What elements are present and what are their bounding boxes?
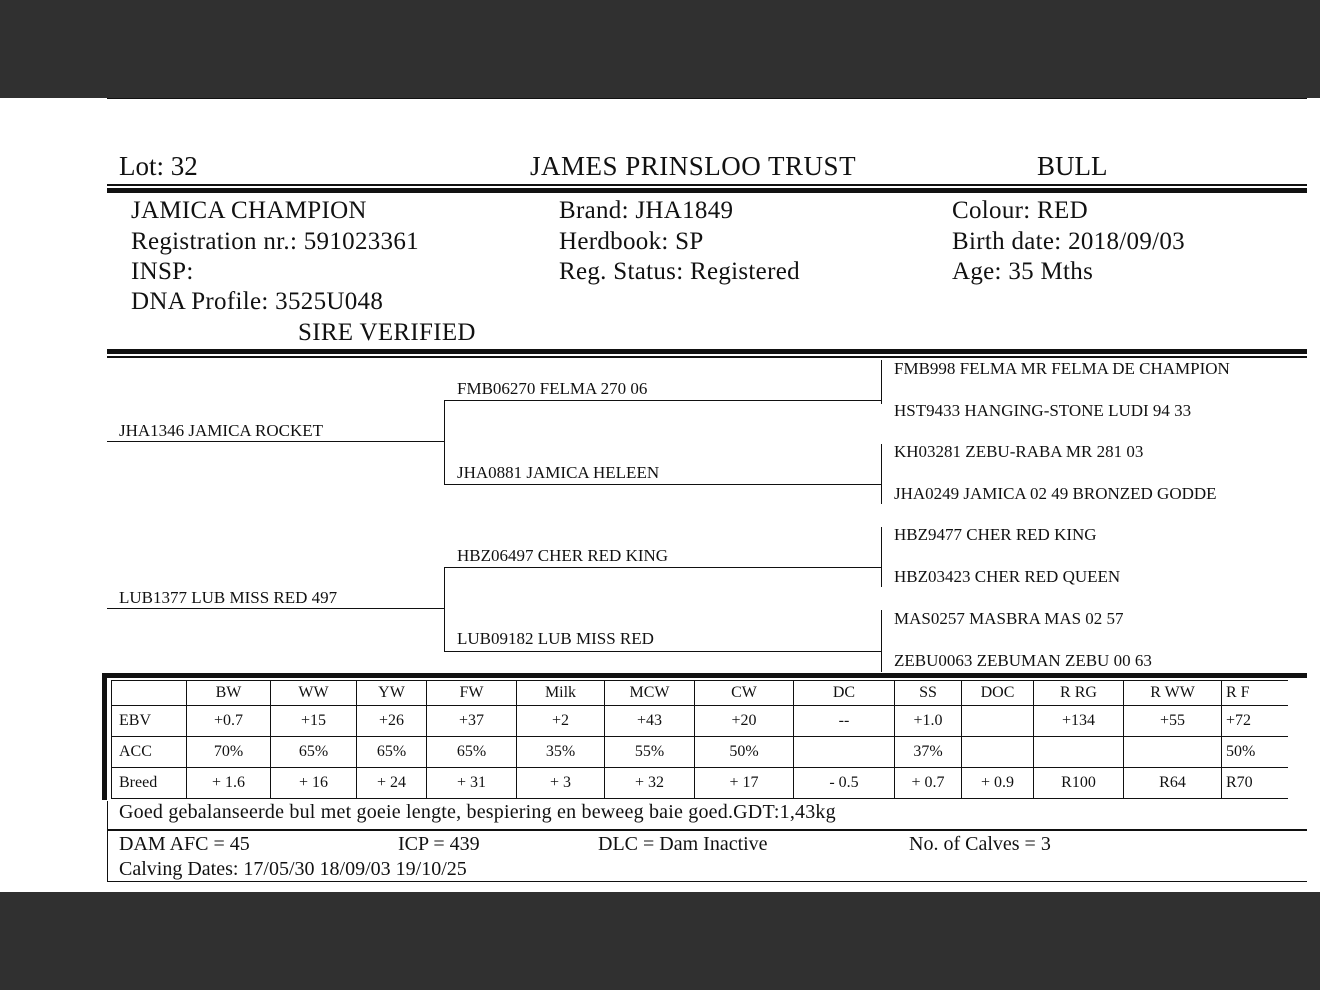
dam-sire-line	[444, 567, 882, 568]
icp: ICP = 439	[398, 833, 480, 855]
ggp-bracket-4	[881, 610, 882, 672]
animal-name: JAMICA CHAMPION	[131, 197, 367, 224]
dam-name: LUB1377 LUB MISS RED 497	[119, 588, 338, 607]
ebv-cell: +26	[357, 706, 427, 737]
ebv-header-cell: BW	[187, 681, 271, 706]
ebv-cell: ACC	[112, 737, 187, 768]
ebv-cell: +1.0	[895, 706, 962, 737]
ebv-header-cell: R RG	[1034, 681, 1124, 706]
ebv-cell: R100	[1034, 768, 1124, 799]
ebv-cell: +43	[605, 706, 695, 737]
ebv-cell: R70	[1222, 768, 1288, 799]
ebv-cell: 65%	[357, 737, 427, 768]
ebv-cell: + 17	[695, 768, 794, 799]
ebv-row	[112, 768, 1288, 799]
comment-rule	[107, 829, 1307, 831]
ggp-1: FMB998 FELMA MR FELMA DE CHAMPION	[894, 359, 1230, 378]
ebv-cell: + 0.9	[962, 768, 1034, 799]
top-rule	[107, 98, 1307, 99]
ebv-cell: +2	[517, 706, 605, 737]
ggp-8: ZEBU0063 ZEBUMAN ZEBU 00 63	[894, 651, 1152, 670]
ebv-cell	[1034, 737, 1124, 768]
ebv-header-cell: R WW	[1124, 681, 1222, 706]
sale-catalogue-page	[0, 98, 1320, 892]
top-dark-band	[0, 0, 1320, 98]
ggp-5: HBZ9477 CHER RED KING	[894, 525, 1097, 544]
ggp-7: MAS0257 MASBRA MAS 02 57	[894, 609, 1124, 628]
ebv-cell: R64	[1124, 768, 1222, 799]
ggp-bracket-1	[881, 360, 882, 404]
sire-verified: SIRE VERIFIED	[298, 319, 476, 346]
ebv-cell: +134	[1034, 706, 1124, 737]
sire-line	[107, 441, 445, 442]
sire-dam-line	[444, 484, 882, 485]
age: Age: 35 Mths	[952, 258, 1094, 285]
birth-date: Birth date: 2018/09/03	[952, 228, 1185, 255]
ggp-2: HST9433 HANGING-STONE LUDI 94 33	[894, 401, 1192, 420]
ebv-row	[112, 737, 1288, 768]
ebv-header-cell: R F	[1222, 681, 1288, 706]
number-of-calves: No. of Calves = 3	[909, 833, 1051, 855]
table-left-rule	[102, 673, 107, 800]
ggp-bracket-3	[881, 527, 882, 587]
sire-sire-line	[444, 400, 882, 401]
calving-dates: Calving Dates: 17/05/30 18/09/03 19/10/25	[119, 858, 467, 880]
ebv-cell	[794, 737, 895, 768]
ebv-cell: + 32	[605, 768, 695, 799]
brand: Brand: JHA1849	[559, 197, 734, 224]
ebv-cell: +20	[695, 706, 794, 737]
ebv-cell: 55%	[605, 737, 695, 768]
ebv-header-cell: Milk	[517, 681, 605, 706]
ebv-cell	[962, 706, 1034, 737]
ebv-header-cell: DOC	[962, 681, 1034, 706]
ebv-cell: + 24	[357, 768, 427, 799]
details-rule-thin	[107, 356, 1307, 358]
ebv-cell: 50%	[1222, 737, 1288, 768]
ebv-header-cell: CW	[695, 681, 794, 706]
dam-afc: DAM AFC = 45	[119, 833, 250, 855]
ebv-header-cell: DC	[794, 681, 895, 706]
header-rule-thick	[107, 188, 1307, 193]
header-rule-thin	[107, 184, 1307, 186]
table-top-rule	[102, 673, 1307, 678]
ebv-header-cell: MCW	[605, 681, 695, 706]
ebv-header-cell: FW	[427, 681, 517, 706]
dam-dam-name: LUB09182 LUB MISS RED	[457, 629, 654, 648]
colour: Colour: RED	[952, 197, 1088, 224]
herdbook: Herdbook: SP	[559, 228, 704, 255]
ebv-cell: + 3	[517, 768, 605, 799]
footer-left-rule	[107, 801, 108, 882]
ebv-cell: 65%	[427, 737, 517, 768]
ebv-cell: 65%	[271, 737, 357, 768]
ggp-4: JHA0249 JAMICA 02 49 BRONZED GODDE	[894, 484, 1217, 503]
dlc: DLC = Dam Inactive	[598, 833, 768, 855]
dna-profile: DNA Profile: 3525U048	[131, 288, 384, 315]
ebv-cell: 37%	[895, 737, 962, 768]
sire-sire-name: FMB06270 FELMA 270 06	[457, 379, 648, 398]
ebv-cell: +72	[1222, 706, 1288, 737]
ebv-header-row	[112, 681, 1288, 706]
ebv-table	[111, 680, 1288, 799]
ebv-cell: 50%	[695, 737, 794, 768]
dam-line	[107, 608, 445, 609]
ebv-header-cell: SS	[895, 681, 962, 706]
dam-bracket	[444, 567, 445, 651]
ebv-cell: +15	[271, 706, 357, 737]
ebv-header-cell: WW	[271, 681, 357, 706]
comment-text: Goed gebalanseerde bul met goeie lengte, bespiering en beweeg baie goed.GDT:1,43kg	[119, 801, 836, 823]
ebv-cell: +55	[1124, 706, 1222, 737]
ebv-cell: 70%	[187, 737, 271, 768]
bottom-rule	[107, 881, 1307, 882]
ebv-cell: EBV	[112, 706, 187, 737]
registration-number: Registration nr.: 591023361	[131, 228, 419, 255]
ebv-cell: + 16	[271, 768, 357, 799]
ebv-cell: + 31	[427, 768, 517, 799]
ebv-cell	[962, 737, 1034, 768]
dam-sire-name: HBZ06497 CHER RED KING	[457, 546, 669, 565]
ebv-cell: + 0.7	[895, 768, 962, 799]
sire-bracket	[444, 400, 445, 484]
seller-name: JAMES PRINSLOO TRUST	[530, 151, 857, 181]
ebv-cell: +37	[427, 706, 517, 737]
ebv-cell: Breed	[112, 768, 187, 799]
ebv-cell: 35%	[517, 737, 605, 768]
registration-status: Reg. Status: Registered	[559, 258, 800, 285]
ebv-header-cell	[112, 681, 187, 706]
insp-label: INSP:	[131, 258, 194, 285]
ggp-6: HBZ03423 CHER RED QUEEN	[894, 567, 1121, 586]
ebv-cell: - 0.5	[794, 768, 895, 799]
ggp-bracket-2	[881, 444, 882, 504]
ebv-cell: --	[794, 706, 895, 737]
ebv-cell	[1124, 737, 1222, 768]
sire-name: JHA1346 JAMICA ROCKET	[119, 421, 324, 440]
ggp-3: KH03281 ZEBU-RABA MR 281 03	[894, 442, 1144, 461]
details-rule-thick	[107, 349, 1307, 354]
sire-dam-name: JHA0881 JAMICA HELEEN	[457, 463, 660, 482]
animal-category: BULL	[1037, 151, 1108, 181]
dam-dam-line	[444, 651, 882, 652]
ebv-row	[112, 706, 1288, 737]
ebv-cell: +0.7	[187, 706, 271, 737]
bottom-dark-band	[0, 892, 1320, 990]
ebv-header-cell: YW	[357, 681, 427, 706]
ebv-cell: + 1.6	[187, 768, 271, 799]
lot-number: Lot: 32	[119, 151, 198, 181]
